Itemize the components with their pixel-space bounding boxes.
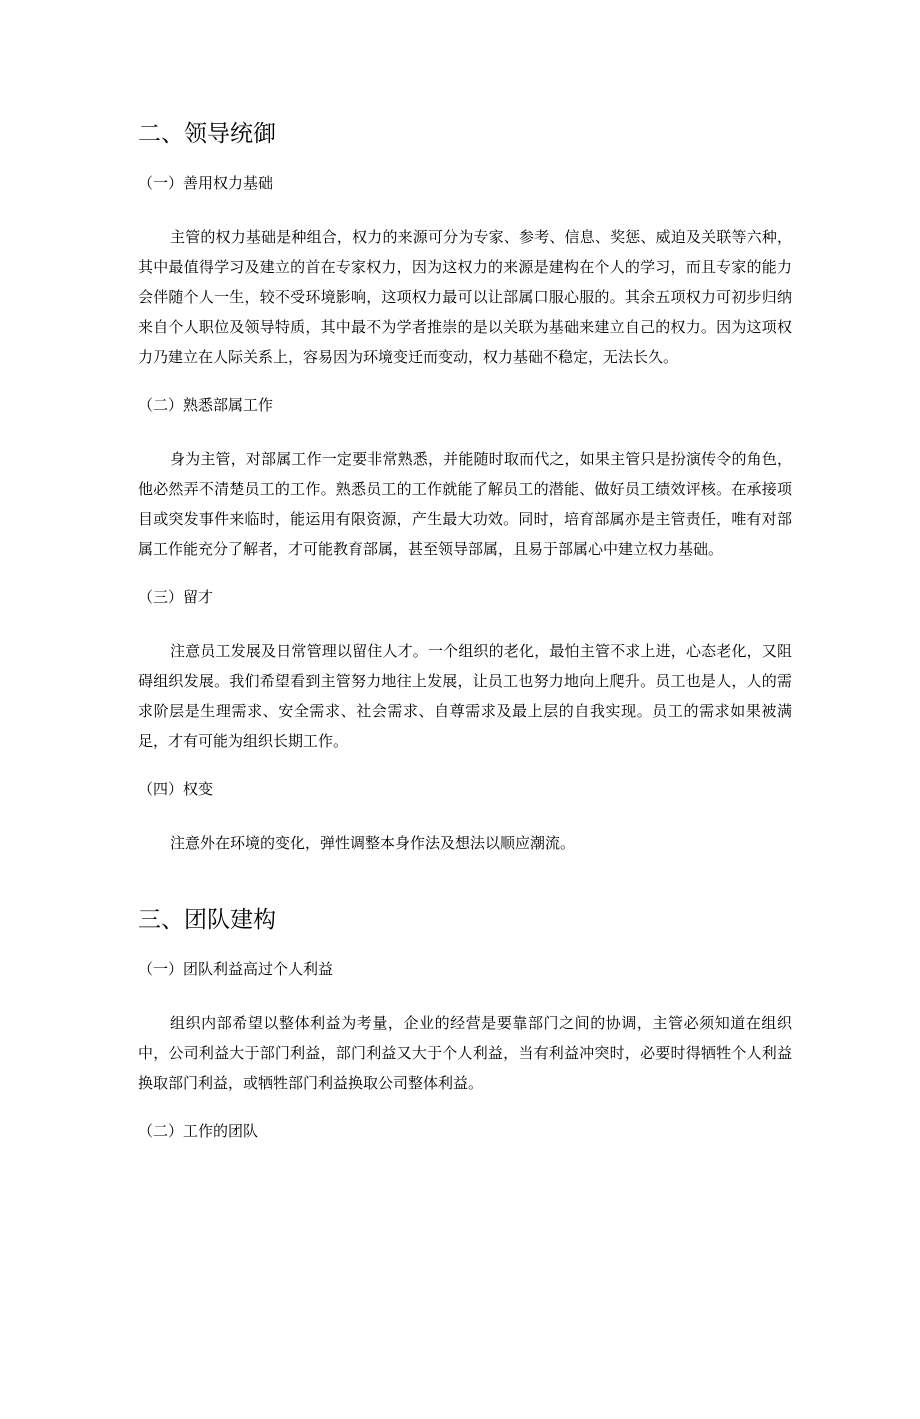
paragraph-team-interest: 组织内部希望以整体利益为考量，企业的经营是要靠部门之间的协调，主管必须知道在组织中，公司利益大于部门利益，部门利益又大于个人利益，当有利益冲突时，必要时得牺牲个人利益换取部门利益，或牺牲部门利益换取公司整体利益。: [138, 1014, 792, 1092]
subsection-heading-contingency: （四）权变: [138, 780, 214, 798]
paragraph-contingency: 注意外在环境的变化，弹性调整本身作法及想法以顺应潮流。: [170, 834, 576, 852]
section-title-team-building: 三、团队建构: [138, 907, 276, 933]
paragraph-retain-talent: 注意员工发展及日常管理以留住人才。一个组织的老化，最怕主管不求上进，心态老化，又阻碍组织发展。我们希望看到主管努力地往上发展，让员工也努力地向上爬升。员工也是人，人的需求阶层是生理需求、安全需求、社会需求、自尊需求及最上层的自我实现。员工的需求如果被满足，才有可能为组织长期工作。: [138, 642, 792, 750]
paragraph-know-subordinates: 身为主管，对部属工作一定要非常熟悉，并能随时取而代之，如果主管只是扮演传令的角色，他必然弄不清楚员工的工作。熟悉员工的工作就能了解员工的潜能、做好员工绩效评核。在承接项目或突发事件来临时，能运用有限资源，产生最大功效。同时，培育部属亦是主管责任，唯有对部属工作能充分了解者，才可能教育部属，甚至领导部属，且易于部属心中建立权力基础。: [138, 450, 792, 558]
subsection-heading-know-subordinates: （二）熟悉部属工作: [138, 396, 274, 414]
section-title-leadership: 二、领导统御: [138, 121, 276, 147]
subsection-heading-team-interest: （一）团队利益高过个人利益: [138, 960, 334, 978]
subsection-heading-work-team: （二）工作的团队: [138, 1122, 259, 1140]
subsection-heading-retain-talent: （三）留才: [138, 588, 214, 606]
paragraph-power-base: 主管的权力基础是种组合，权力的来源可分为专家、参考、信息、奖惩、威迫及关联等六种，其中最值得学习及建立的首在专家权力，因为这权力的来源是建构在个人的学习，而且专家的能力会伴随个人一生，较不受环境影响，这项权力最可以让部属口服心服的。其余五项权力可初步归纳来自个人职位及领导特质，其中最不为学者推崇的是以关联为基础来建立自己的权力。因为这项权力乃建立在人际关系上，容易因为环境变迁而变动，权力基础不稳定，无法长久。: [138, 228, 792, 366]
document-page: [0, 118, 920, 1419]
subsection-heading-power-base: （一）善用权力基础: [138, 174, 274, 192]
